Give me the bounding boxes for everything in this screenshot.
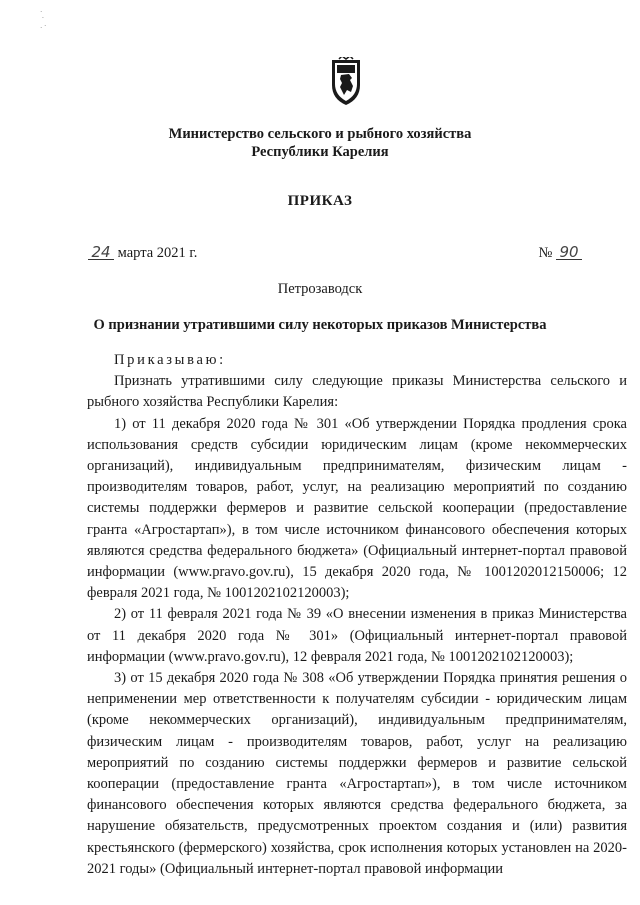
order-date <box>88 245 197 262</box>
document-type: ПРИКАЗ <box>287 193 353 209</box>
order-subject: О признании утратившими силу некоторых приказов Министерства <box>93 317 547 333</box>
order-body <box>87 350 627 880</box>
order-number <box>539 245 582 262</box>
handwritten-number: 90 <box>556 245 582 260</box>
karelia-coat-of-arms-icon <box>329 57 363 107</box>
order-item: 1) от 11 декабря 2020 года № 301 «Об утверждении Порядка продления срока использования средств субсидии юридическим лицам (кроме некоммерческих организаций), индивидуальным предпринимателям, физическим лицам - производителям товаров, работ, услуг, на реализацию мероприятий по созданию системы поддержки фермеров и развитие сельской кооперации (предоставление гранта «Агростартап»), в том числе источником финансового обеспечения которых являются средства федерального бюджета» (Официальный интернет-портал правовой информации (www.pravo.gov.ru), 15 декабря 2020 года, № 1001202012150006; 12 февраля 2021 года, № 1001202102120003); <box>87 415 627 602</box>
date-month-year: марта 2021 г. <box>117 245 198 261</box>
ministry-name-line2: Республики Карелия <box>251 144 389 160</box>
number-label: № <box>538 245 553 261</box>
order-item: 3) от 15 декабря 2020 года № 308 «Об утверждении Порядка принятия решения о неприменении мер ответственности к получателям субсидии - юридическим лицам (кроме некоммерческих организаций), индивидуальным предпринимателям, физическим лицам - производителям товаров, работ, услуг на реализацию мероприятий по созданию системы поддержки фермеров и развитие сельской кооперации (предоставление гранта «Агростартап»), в том числе источником финансового обеспечения которых являются средства федерального бюджета, за нарушение обязательств, предусмотренных проектом создания и (или) развития крестьянского (фермерского) хозяйства, срок исполнения которых установлен на 2020-2021 годы» (Официальный интернет-портал правовой информации <box>87 670 627 877</box>
ministry-name-line1: Министерство сельского и рыбного хозяйства <box>168 126 472 142</box>
order-item: 2) от 11 февраля 2021 года № 39 «О внесении изменения в приказ Министерства от 11 декабря 2020 года № 301» (Официальный интернет-портал правовой информации (www.pravo.gov.ru), 12 февраля 2021 года, № 1001202102120003); <box>87 606 627 665</box>
order-intro: Признать утратившими силу следующие приказы Министерства сельского и рыбного хозяйства Республики Карелия: <box>87 373 627 411</box>
order-word: Приказываю: <box>114 352 226 368</box>
scan-specks: · ˋ · ˋ <box>40 8 47 32</box>
handwritten-day: 24 <box>88 245 114 260</box>
city: Петрозаводск <box>277 281 363 297</box>
